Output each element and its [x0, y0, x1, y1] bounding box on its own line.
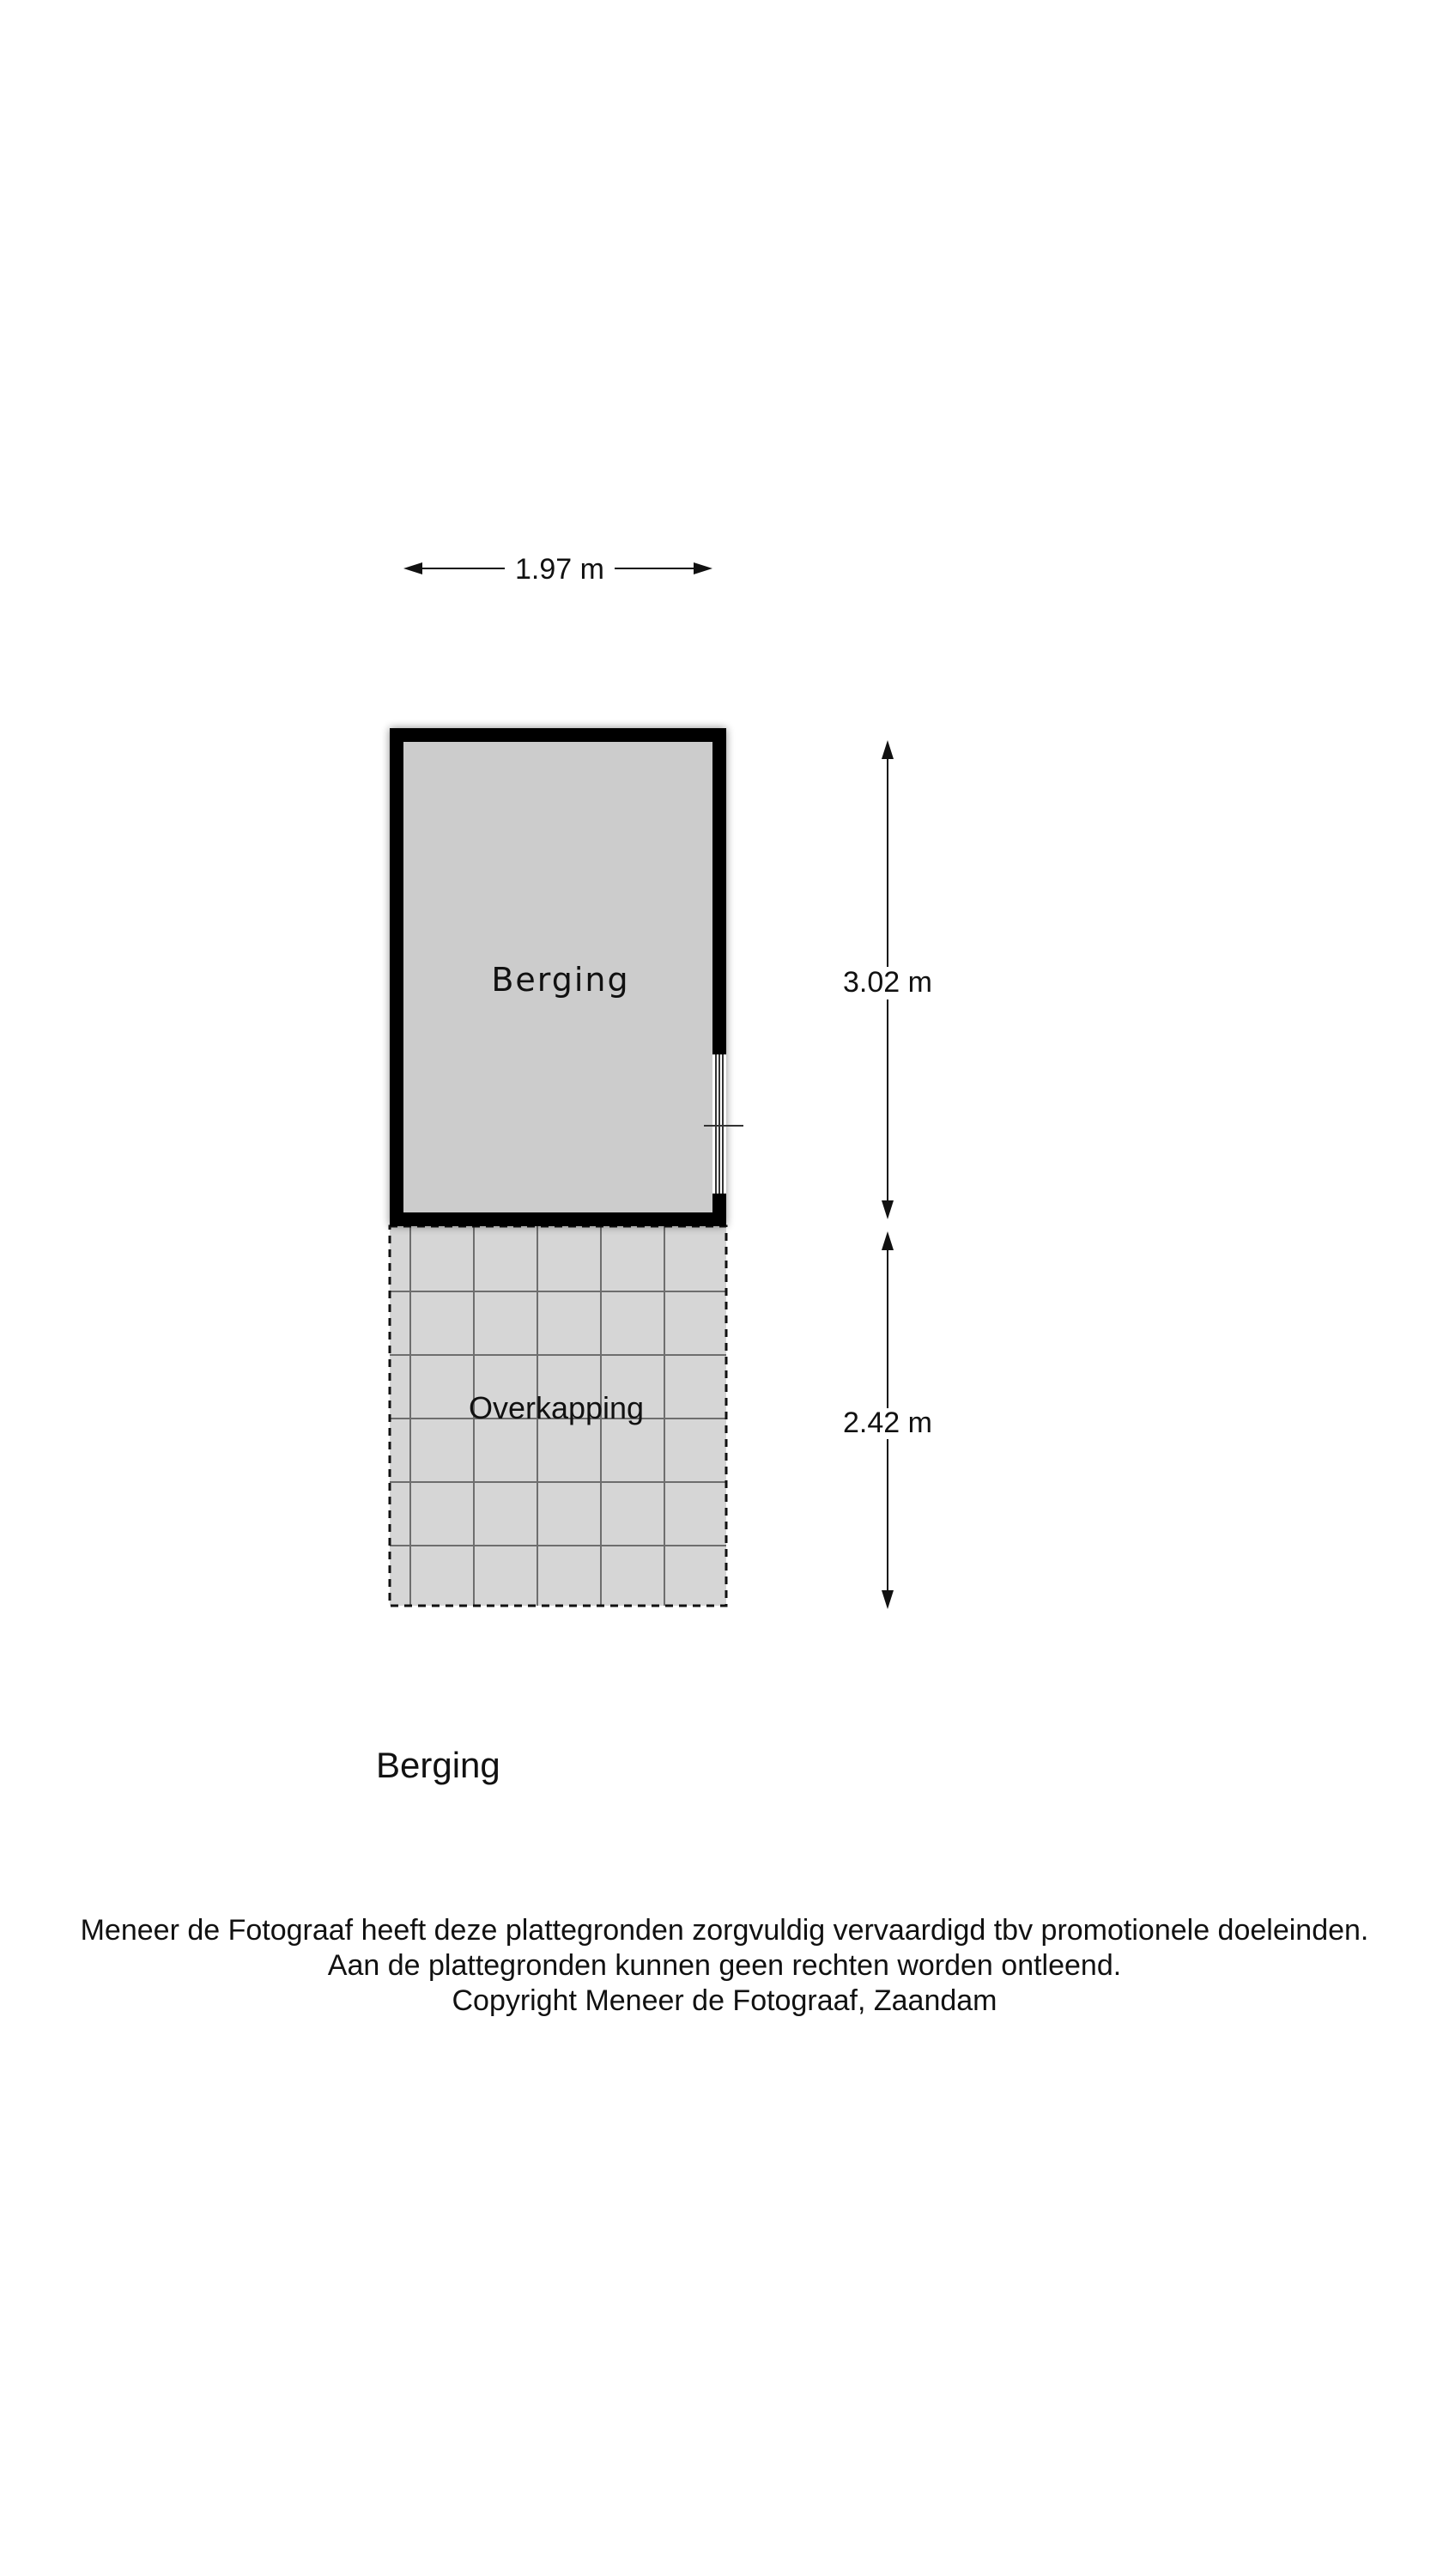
- arrow-down-icon: [882, 1200, 894, 1219]
- arrow-up-icon: [882, 1231, 894, 1250]
- overkapping-height-label: 2.42 m: [843, 1406, 932, 1439]
- disclaimer-line-1: Meneer de Fotograaf heeft deze plattegronden zorgvuldig vervaardigd tbv promotionele doeleinden.: [80, 1914, 1369, 1947]
- berging-room-label: Berging: [491, 961, 630, 999]
- arrow-right-icon: [694, 562, 712, 574]
- disclaimer: [0, 1913, 1449, 2019]
- disclaimer-line-3: Copyright Meneer de Fotograaf, Zaandam: [452, 1984, 997, 2017]
- floor-title: Berging: [376, 1745, 500, 1785]
- berging-room: [390, 728, 743, 1226]
- berging-height-dimension: [843, 740, 932, 1219]
- disclaimer-line-2: Aan de plattegronden kunnen geen rechten worden ontleend.: [327, 1949, 1122, 1982]
- width-dimension: [403, 553, 712, 586]
- arrow-left-icon: [403, 562, 422, 574]
- overkapping-label: Overkapping: [468, 1390, 645, 1425]
- berging-height-label: 3.02 m: [843, 966, 932, 999]
- arrow-up-icon: [882, 740, 894, 759]
- width-dim-label: 1.97 m: [515, 553, 604, 586]
- arrow-down-icon: [882, 1590, 894, 1609]
- overkapping-area: [390, 1226, 726, 1606]
- overkapping-height-dimension: [843, 1231, 932, 1609]
